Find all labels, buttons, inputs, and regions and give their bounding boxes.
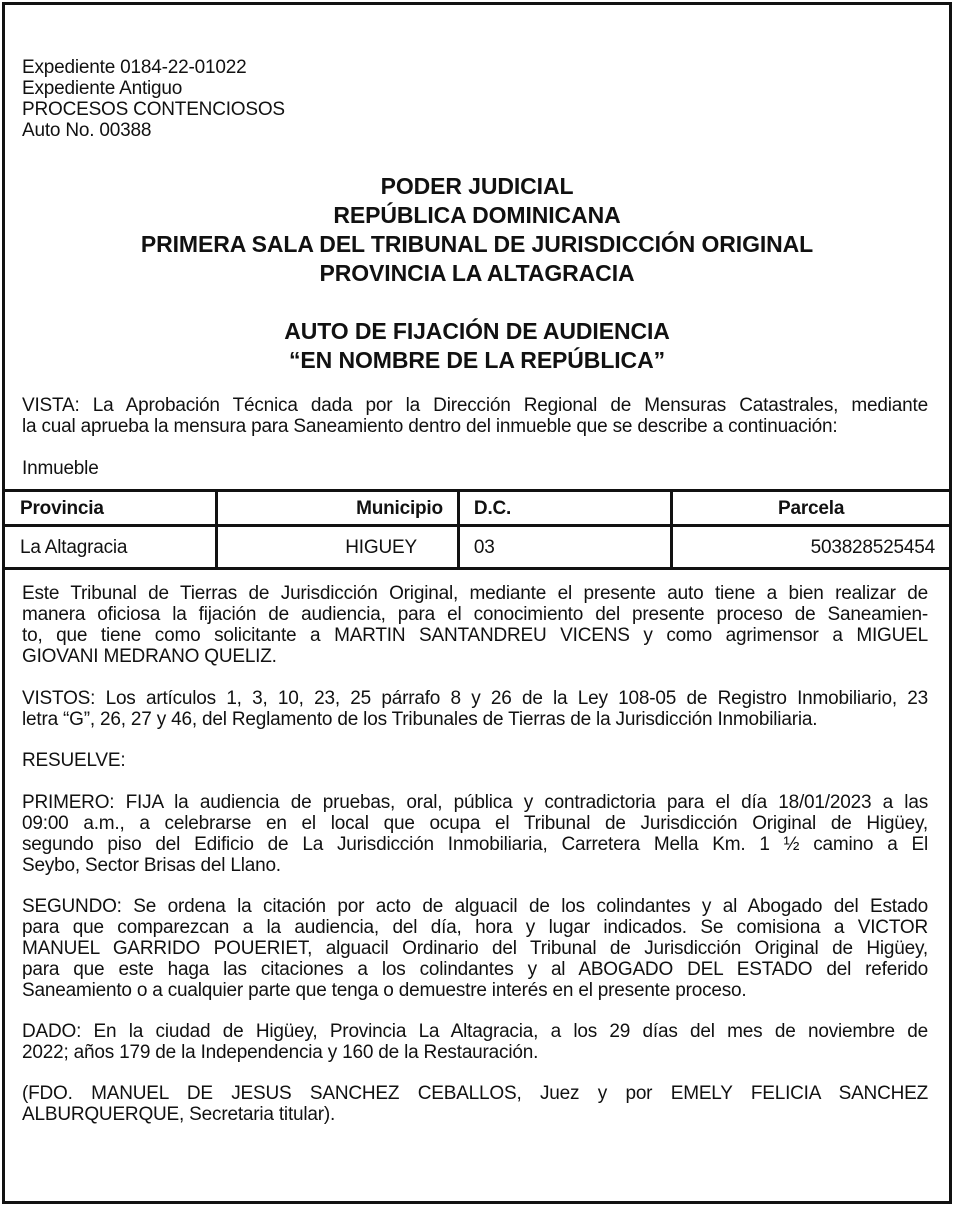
intro-line: to, que tiene como solicitante a MARTIN SANTANDREU VICENS y como agrimensor a MIGUEL <box>22 625 928 646</box>
segundo-paragraph <box>22 896 928 1001</box>
primero-line: PRIMERO: FIJA la audiencia de pruebas, oral, pública y contradictoria para el día 18/01/2023 a las <box>22 792 928 813</box>
segundo-line: SEGUNDO: Se ordena la citación por acto de alguacil de los colindantes y al Abogado del Estado <box>22 896 928 917</box>
signature-line: ALBURQUERQUE, Secretaria titular). <box>22 1104 336 1125</box>
cell-provincia: La Altagracia <box>5 526 216 569</box>
table-row <box>5 526 949 569</box>
primero-paragraph <box>22 792 928 876</box>
dado-line: 2022; años 179 de la Independencia y 160 de la Restauración. <box>22 1042 539 1063</box>
intro-line: Este Tribunal de Tierras de Jurisdicción Original, mediante el presente auto tiene a bien realizar de <box>22 583 928 604</box>
document-title <box>5 317 949 375</box>
court-line-4: PROVINCIA LA ALTAGRACIA <box>319 260 635 286</box>
signature-paragraph <box>22 1083 928 1125</box>
vista-line: la cual aprueba la mensura para Saneamiento dentro del inmueble que se describe a continuación: <box>22 416 838 437</box>
primero-line: segundo piso del Edificio de La Jurisdicción Inmobiliaria, Carretera Mella Km. 1 ½ camino a El <box>22 834 928 855</box>
signature-line: (FDO. MANUEL DE JESUS SANCHEZ CEBALLOS, Juez y por EMELY FELICIA SANCHEZ <box>22 1083 928 1104</box>
vistos-line: letra “G”, 26, 27 y 46, del Reglamento de los Tribunales de Tierras de la Jurisdicción Inmobiliaria. <box>22 709 818 730</box>
intro-line: GIOVANI MEDRANO QUELIZ. <box>22 646 277 667</box>
segundo-line: para que este haga las citaciones a los colindantes y al ABOGADO DEL ESTADO del referido <box>22 959 928 980</box>
intro-line: manera oficiosa la fijación de audiencia, para el conocimiento del presente proceso de Saneamien- <box>22 604 928 625</box>
vistos-line: VISTOS: Los artículos 1, 3, 10, 23, 25 párrafo 8 y 26 de la Ley 108-05 de Registro Inmobiliario, 23 <box>22 688 928 709</box>
primero-line: Seybo, Sector Brisas del Llano. <box>22 855 281 876</box>
court-heading <box>5 172 949 288</box>
vista-paragraph <box>22 395 928 437</box>
document-page <box>2 2 952 1204</box>
inmueble-label: Inmueble <box>22 458 99 479</box>
segundo-line: para que comparezcan a la audiencia, del día, hora y lugar indicados. Se comisiona a VICTOR <box>22 917 928 938</box>
primero-line: 09:00 a.m., a celebrarse en el local que ocupa el Tribunal de Jurisdicción Original de Higüey, <box>22 813 928 834</box>
court-line-2: REPÚBLICA DOMINICANA <box>333 202 621 228</box>
title-line-2: “EN NOMBRE DE LA REPÚBLICA” <box>289 347 665 373</box>
procesos-label: PROCESOS CONTENCIOSOS <box>22 99 285 120</box>
dado-paragraph <box>22 1021 928 1063</box>
vista-line: VISTA: La Aprobación Técnica dada por la Dirección Regional de Mensuras Catastrales, mediante <box>22 395 928 416</box>
expediente-antiguo: Expediente Antiguo <box>22 78 183 99</box>
resuelve-label: RESUELVE: <box>22 750 126 771</box>
cell-dc: 03 <box>458 526 671 569</box>
segundo-line: MANUEL GARRIDO POUERIET, alguacil Ordinario del Tribunal de Jurisdicción Original de Higüey, <box>22 938 928 959</box>
segundo-line: Saneamiento o a cualquier parte que tenga o demuestre interés en el presente proceso. <box>22 980 747 1001</box>
header-parcela: Parcela <box>672 491 949 526</box>
case-header <box>22 57 285 141</box>
inmueble-table <box>5 489 949 570</box>
cell-parcela: 503828525454 <box>672 526 949 569</box>
auto-number: Auto No. 00388 <box>22 120 152 141</box>
title-line-1: AUTO DE FIJACIÓN DE AUDIENCIA <box>284 318 670 344</box>
court-line-3: PRIMERA SALA DEL TRIBUNAL DE JURISDICCIÓN ORIGINAL <box>140 231 814 257</box>
vistos-paragraph <box>22 688 928 730</box>
expediente-number: Expediente 0184-22-01022 <box>22 57 247 78</box>
header-municipio: Municipio <box>216 491 458 526</box>
header-dc: D.C. <box>458 491 671 526</box>
table-header-row <box>5 491 949 526</box>
header-provincia: Provincia <box>5 491 216 526</box>
cell-municipio: HIGUEY <box>216 526 458 569</box>
intro-paragraph <box>22 583 928 667</box>
dado-line: DADO: En la ciudad de Higüey, Provincia La Altagracia, a los 29 días del mes de noviembre de <box>22 1021 928 1042</box>
court-line-1: PODER JUDICIAL <box>380 173 574 199</box>
